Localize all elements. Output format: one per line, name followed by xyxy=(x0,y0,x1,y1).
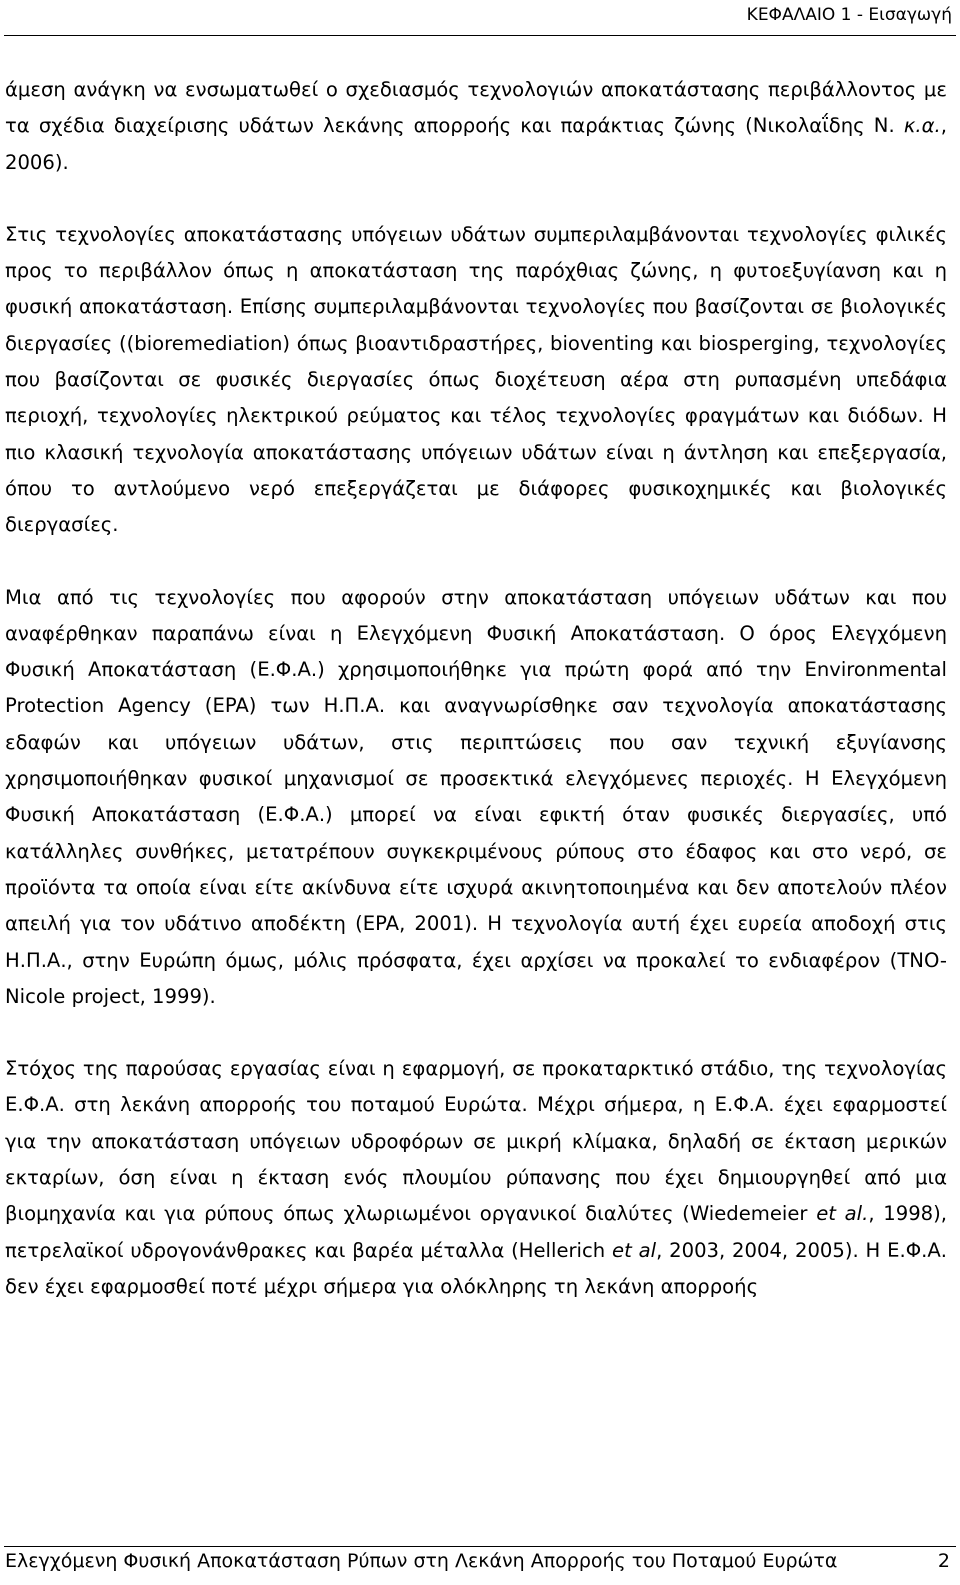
paragraph-4-italic-2: et al xyxy=(612,1238,657,1262)
paragraph-1-italic: κ.α. xyxy=(903,114,941,138)
paragraph-3: Μια από τις τεχνολογίες που αφορούν στην αποκατάσταση υπόγειων υδάτων και που αναφέρθηκαν παραπάνω είναι η Ελεγχόμενη Φυσική Αποκατάσταση. Ο όρος Ελεγχόμενη Φυσική Αποκατάσταση (Ε.Φ.Α.) χρησιμοποιήθηκε για πρώτη φορά από την Environmental Protection Agency (EPA) των Η.Π.Α. και αναγνωρίσθηκε σαν τεχνολογία αποκατάστασης εδαφών και υπόγειων υδάτων, στις περιπτώσεις που σαν τεχνική εξυγίανσης χρησιμοποιήθηκαν φυσικοί μηχανισμοί σε προσεκτικά ελεγχόμενες περιοχές. Η Ελεγχόμενη Φυσική Αποκατάσταση (Ε.Φ.Α.) μπορεί να είναι εφικτή όταν φυσικές διεργασίες, υπό κατάλληλες συνθήκες, μετατρέπουν συγκεκριμένους ρύπους στο έδαφος και στο νερό, σε προϊόντα τα οποία είναι είτε ακίνδυνα είτε ισχυρά ακινητοποιημένα και δεν αποτελούν πλέον απειλή για τον υδάτινο αποδέκτη (EPA, 2001). Η τεχνολογία αυτή έχει ευρεία αποδοχή στις Η.Π.Α., στην Ευρώπη όμως, μόλις πρόσφατα, έχει αρχίσει να προκαλεί το ενδιαφέρον (TNO-Nicole project, 1999). xyxy=(5,585,947,1008)
document-body xyxy=(5,72,947,1305)
header-divider xyxy=(4,35,956,36)
paragraph-4-text-a: Στόχος της παρούσας εργασίας είναι η εφαρμογή, σε προκαταρκτικό στάδιο, της τεχνολογίας Ε.Φ.Α. στη λεκάνη απορροής του ποταμού Ευρώτα. Μέχρι σήμερα, η Ε.Φ.Α. έχει εφαρμοστεί για την αποκατάσταση υπόγειων υδροφόρων σε μικρή κλίμακα, δηλαδή σε έκταση μερικών εκταρίων, όση είναι η έκταση ενός πλουμίου ρύπανσης που έχει δημιουργηθεί από μια βιομηχανία και για ρύπους όπως χλωριωμένοι οργανικοί διαλύτες (Wiedemeier xyxy=(5,1057,947,1226)
footer-document-title: Ελεγχόμενη Φυσική Αποκατάσταση Ρύπων στη Λεκάνη Απορροής του Ποταμού Ευρώτα xyxy=(5,1550,838,1572)
paragraph-1-text: άμεση ανάγκη να ενσωματωθεί ο σχεδιασμός τεχνολογιών αποκατάστασης περιβάλλοντος με τα σχέδια διαχείρισης υδάτων λεκάνης απορροής και παράκτιας ζώνης (Νικολαΐδης Ν. xyxy=(5,78,947,138)
paragraph-1-end: , 2006). xyxy=(5,114,947,174)
paragraph-1 xyxy=(5,72,947,181)
footer-divider xyxy=(4,1546,956,1547)
paragraph-4-italic-1: et al. xyxy=(816,1202,869,1226)
running-footer xyxy=(5,1548,950,1574)
page-number: 2 xyxy=(937,1550,950,1572)
paragraph-4 xyxy=(5,1051,947,1305)
paragraph-4-text-b: , 1998), πετρελαϊκοί υδρογονάνθρακες και βαρέα μέταλλα (Hellerich xyxy=(5,1202,948,1262)
running-header: ΚΕΦΑΛΑΙΟ 1 - Εισαγωγή xyxy=(746,5,952,25)
paragraph-2: Στις τεχνολογίες αποκατάστασης υπόγειων υδάτων συμπεριλαμβάνονται τεχνολογίες φιλικές προς το περιβάλλον όπως η αποκατάσταση της παρόχθιας ζώνης, η φυτοεξυγίανση και η φυσική αποκατάσταση. Επίσης συμπεριλαμβάνονται τεχνολογίες που βασίζονται σε βιολογικές διεργασίες ((bioremediation) όπως βιοαντιδραστήρες, bioventing και biosperging, τεχνολογίες που βασίζονται σε φυσικές διεργασίες όπως διοχέτευση αέρα στη ρυπασμένη υπεδάφια περιοχή, τεχνολογίες ηλεκτρικού ρεύματος και τέλος τεχνολογίες φραγμάτων και διόδων. Η πιο κλασική τεχνολογία αποκατάστασης υπόγειων υδάτων είναι η άντληση και επεξεργασία, όπου το αντλούμενο νερό επεξεργάζεται με διάφορες φυσικοχημικές και βιολογικές διεργασίες. xyxy=(5,222,947,537)
paragraph-4-text-c: , 2003, 2004, 2005). Η Ε.Φ.Α. δεν έχει εφαρμοσθεί ποτέ μέχρι σήμερα για ολόκληρης τη λεκάνη απορροής xyxy=(5,1238,948,1298)
